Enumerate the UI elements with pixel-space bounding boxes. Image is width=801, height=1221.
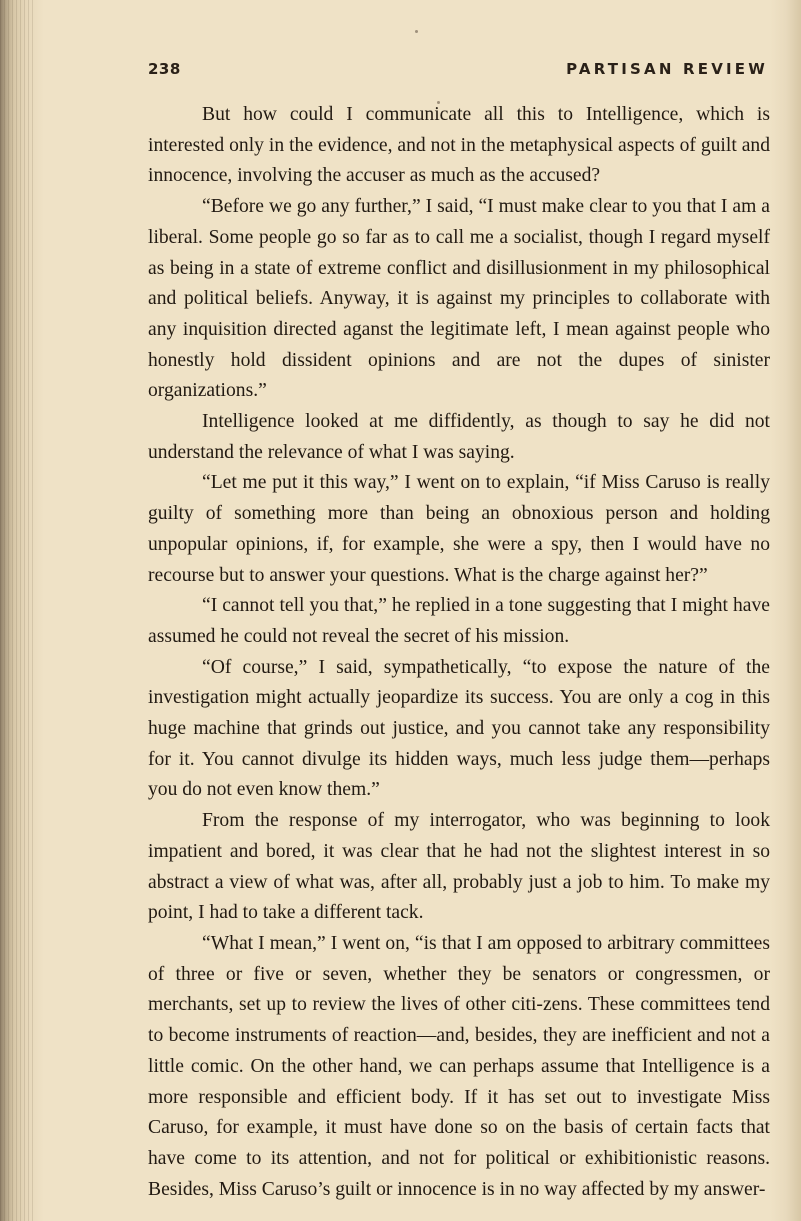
paragraph-2: “Before we go any further,” I said, “I must make clear to you that I am a liberal. Some people go so far as to call me a socialist, though I regard myself as being in a state of extreme conflict and disillusionment in my philosophical and political beliefs. Anyway, it is against my principles to collaborate with any inquisition directed aganst the legitimate left, I mean against people who honestly hold dissident opinions and are not the dupes of sinister organizations.” bbox=[148, 196, 770, 402]
paragraph-3: Intelligence looked at me diffidently, as though to say he did not understand the relevance of what I was saying. bbox=[148, 411, 770, 463]
body-text bbox=[148, 100, 770, 1205]
paragraph-4: “Let me put it this way,” I went on to explain, “if Miss Caruso is really guilty of something more than being an obnoxious person and holding unpopular opinions, if, for example, she were a spy, then I would have no recourse but to answer your questions. What is the charge against her?” bbox=[148, 472, 770, 586]
paper-speck bbox=[415, 30, 418, 33]
paragraph-6: “Of course,” I said, sympathetically, “to expose the nature of the investigation might actually jeopardize its success. You are only a cog in this huge machine that grinds out justice, and you cannot take any responsibility for it. You cannot divulge its hidden ways, much less judge them—perhaps you do not even know them.” bbox=[148, 656, 770, 801]
paragraph-7: From the response of my interrogator, who was beginning to look impatient and bored, it was clear that he had not the slightest interest in so abstract a view of what was, after all, probably just a job to him. To make my point, I had to take a different tack. bbox=[148, 810, 770, 924]
book-spine-shadow bbox=[0, 0, 36, 1221]
journal-title: PARTISAN REVIEW bbox=[566, 60, 768, 78]
paragraph-8: “What I mean,” I went on, “is that I am opposed to arbitrary committees of three or five or seven, whether they be senators or congressmen, or merchants, set up to review the lives of other citi-zens. These committees tend to become instruments of reaction—and, besides, they are inefficient and not a little comic. On the other hand, we can perhaps assume that Intelligence is a more responsible and efficient body. If it has set out to investigate Miss Caruso, for example, it must have done so on the basis of certain facts that have come to its attention, and not for political or exhibitionistic reasons. Besides, Miss Caruso’s guilt or innocence is in no way affected by my answer- bbox=[148, 932, 770, 1200]
page-number: 238 bbox=[148, 60, 181, 78]
paragraph-1: But how could I communicate all this to Intelligence, which is interested only in the evidence, and not in the metaphysical aspects of guilt and innocence, involving the accuser as much as the accused? bbox=[148, 104, 770, 187]
running-head bbox=[148, 60, 768, 84]
paragraph-5: “I cannot tell you that,” he replied in a tone suggesting that I might have assumed he could not reveal the secret of his mission. bbox=[148, 595, 770, 647]
